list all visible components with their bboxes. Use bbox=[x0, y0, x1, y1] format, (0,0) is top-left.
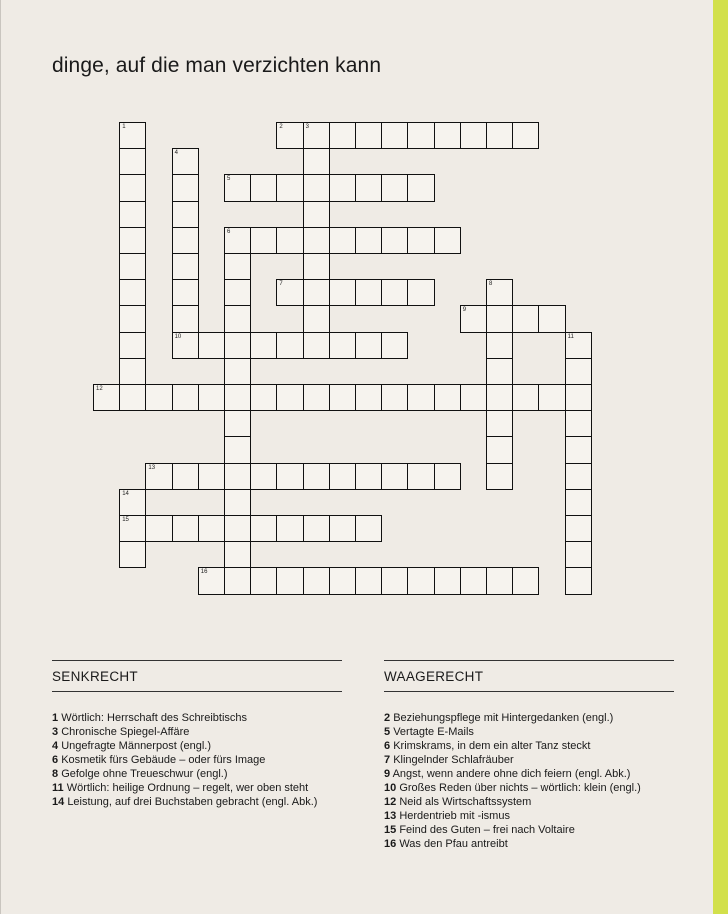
grid-cell[interactable] bbox=[565, 332, 592, 359]
clue-item-number: 4 bbox=[52, 740, 59, 752]
grid-cell[interactable] bbox=[303, 174, 330, 201]
grid-cell[interactable] bbox=[486, 410, 513, 437]
grid-cell[interactable] bbox=[172, 201, 199, 228]
grid-cell[interactable] bbox=[224, 384, 251, 411]
grid-cell[interactable] bbox=[224, 253, 251, 280]
across-clue-list bbox=[384, 711, 674, 851]
grid-cell[interactable] bbox=[172, 384, 199, 411]
clue-number: 10 bbox=[174, 333, 182, 340]
grid-cell[interactable] bbox=[381, 227, 408, 254]
grid-cell[interactable] bbox=[119, 358, 146, 385]
grid-cell[interactable] bbox=[565, 463, 592, 490]
grid-cell[interactable] bbox=[198, 567, 225, 594]
clue-item bbox=[384, 725, 674, 739]
grid-cell[interactable] bbox=[224, 279, 251, 306]
grid-cell[interactable] bbox=[355, 463, 382, 490]
clue-item bbox=[384, 809, 674, 823]
clue-item-text: Krimskrams, in dem ein alter Tanz steckt bbox=[393, 740, 591, 752]
grid-cell[interactable] bbox=[303, 567, 330, 594]
grid-cell[interactable] bbox=[303, 384, 330, 411]
grid-cell[interactable] bbox=[303, 227, 330, 254]
clue-number: 1 bbox=[122, 124, 126, 130]
grid-cell[interactable] bbox=[381, 567, 408, 594]
clue-item-text: Wörtlich: heilige Ordnung – regelt, wer oben steht bbox=[66, 782, 309, 794]
grid-cell[interactable] bbox=[512, 305, 539, 332]
grid-cell[interactable] bbox=[381, 279, 408, 306]
grid-cell[interactable] bbox=[486, 332, 513, 359]
grid-cell[interactable] bbox=[303, 148, 330, 175]
grid-cell[interactable] bbox=[512, 567, 539, 594]
grid-cell[interactable] bbox=[407, 174, 434, 201]
grid-cell[interactable] bbox=[565, 489, 592, 516]
grid-cell[interactable] bbox=[224, 305, 251, 332]
grid-cell[interactable] bbox=[224, 436, 251, 463]
grid-cell[interactable] bbox=[224, 489, 251, 516]
clue-item-number: 11 bbox=[52, 782, 64, 794]
grid-cell[interactable] bbox=[407, 279, 434, 306]
grid-cell[interactable] bbox=[407, 227, 434, 254]
clue-item-text: Beziehungspflege mit Hintergedanken (engl.) bbox=[393, 712, 614, 724]
grid-cell[interactable] bbox=[119, 541, 146, 568]
grid-cell[interactable] bbox=[119, 384, 146, 411]
grid-cell[interactable] bbox=[172, 305, 199, 332]
grid-cell[interactable] bbox=[329, 332, 356, 359]
clue-item-number: 13 bbox=[384, 810, 397, 822]
clue-item bbox=[384, 753, 674, 767]
grid-cell[interactable] bbox=[565, 384, 592, 411]
grid-cell[interactable] bbox=[172, 253, 199, 280]
grid-cell[interactable] bbox=[486, 463, 513, 490]
clue-number: 4 bbox=[174, 150, 178, 157]
across-heading: WAAGERECHT bbox=[384, 661, 674, 692]
clue-number: 14 bbox=[122, 490, 129, 497]
grid-cell[interactable] bbox=[250, 384, 277, 411]
grid-cell[interactable] bbox=[119, 305, 146, 332]
grid-cell[interactable] bbox=[224, 332, 251, 359]
clue-item bbox=[52, 753, 342, 767]
grid-cell[interactable] bbox=[460, 567, 487, 594]
clue-item-number: 6 bbox=[52, 754, 59, 766]
grid-cell[interactable] bbox=[486, 305, 513, 332]
grid-cell[interactable] bbox=[224, 463, 251, 490]
clue-item-text: Wörtlich: Herrschaft des Schreibtischs bbox=[61, 712, 248, 724]
grid-cell[interactable] bbox=[407, 463, 434, 490]
grid-cell[interactable] bbox=[145, 515, 172, 542]
grid-cell[interactable] bbox=[486, 567, 513, 594]
grid-cell[interactable] bbox=[329, 384, 356, 411]
grid-cell[interactable] bbox=[329, 567, 356, 594]
grid-cell[interactable] bbox=[303, 463, 330, 490]
grid-cell[interactable] bbox=[172, 515, 199, 542]
clue-number: 7 bbox=[279, 281, 283, 288]
grid-cell[interactable] bbox=[381, 384, 408, 411]
grid-cell[interactable] bbox=[93, 384, 120, 411]
clue-item bbox=[384, 739, 674, 753]
grid-cell[interactable] bbox=[565, 410, 592, 437]
grid-cell[interactable] bbox=[512, 122, 539, 149]
clue-item-number: 5 bbox=[384, 726, 391, 738]
grid-cell[interactable] bbox=[303, 279, 330, 306]
grid-cell[interactable] bbox=[145, 384, 172, 411]
clue-item-text: Was den Pfau antreibt bbox=[399, 838, 508, 850]
grid-cell[interactable] bbox=[276, 122, 303, 149]
grid-cell[interactable] bbox=[276, 515, 303, 542]
clue-item-text: Vertagte E-Mails bbox=[393, 726, 474, 738]
grid-cell[interactable] bbox=[119, 122, 146, 149]
grid-cell[interactable] bbox=[145, 463, 172, 490]
grid-cell[interactable] bbox=[434, 567, 461, 594]
grid-cell[interactable] bbox=[538, 384, 565, 411]
clue-item-number: 8 bbox=[52, 768, 59, 780]
grid-cell[interactable] bbox=[119, 148, 146, 175]
grid-cell[interactable] bbox=[434, 463, 461, 490]
grid-cell[interactable] bbox=[276, 384, 303, 411]
clue-number: 12 bbox=[96, 386, 103, 392]
grid-cell[interactable] bbox=[172, 174, 199, 201]
clue-number: 8 bbox=[489, 281, 493, 288]
clue-item-text: Ungefragte Männerpost (engl.) bbox=[61, 740, 211, 752]
grid-cell[interactable] bbox=[250, 332, 277, 359]
grid-cell[interactable] bbox=[276, 463, 303, 490]
clue-item bbox=[384, 781, 674, 795]
grid-cell[interactable] bbox=[355, 174, 382, 201]
grid-cell[interactable] bbox=[119, 227, 146, 254]
grid-cell[interactable] bbox=[119, 489, 146, 516]
clue-item bbox=[52, 795, 342, 809]
clue-item-text: Gefolge ohne Treueschwur (engl.) bbox=[61, 768, 228, 780]
grid-cell[interactable] bbox=[224, 174, 251, 201]
clue-item-number: 3 bbox=[52, 726, 59, 738]
grid-cell[interactable] bbox=[224, 541, 251, 568]
grid-cell[interactable] bbox=[355, 122, 382, 149]
grid-cell[interactable] bbox=[198, 515, 225, 542]
clue-number: 13 bbox=[148, 464, 156, 471]
clue-item bbox=[52, 711, 342, 725]
grid-cell[interactable] bbox=[486, 384, 513, 411]
clue-item-number: 2 bbox=[384, 712, 391, 724]
grid-cell[interactable] bbox=[460, 305, 487, 332]
grid-cell[interactable] bbox=[172, 332, 199, 359]
clue-item bbox=[52, 767, 342, 781]
clue-number: 5 bbox=[227, 176, 231, 183]
grid-cell[interactable] bbox=[329, 174, 356, 201]
clue-item bbox=[52, 739, 342, 753]
grid-cell[interactable] bbox=[119, 253, 146, 280]
grid-cell[interactable] bbox=[224, 358, 251, 385]
grid-cell[interactable] bbox=[303, 122, 330, 149]
clue-item-text: Klingelnder Schlafräuber bbox=[393, 754, 514, 766]
grid-cell[interactable] bbox=[198, 384, 225, 411]
grid-cell[interactable] bbox=[486, 279, 513, 306]
grid-cell[interactable] bbox=[381, 463, 408, 490]
down-clue-list bbox=[52, 711, 342, 809]
grid-cell[interactable] bbox=[381, 332, 408, 359]
grid-cell[interactable] bbox=[434, 384, 461, 411]
grid-cell[interactable] bbox=[565, 358, 592, 385]
grid-cell[interactable] bbox=[172, 279, 199, 306]
grid-cell[interactable] bbox=[407, 384, 434, 411]
clue-number: 3 bbox=[305, 124, 309, 130]
clue-item-text: Großes Reden über nichts – wörtlich: klein (engl.) bbox=[399, 782, 641, 794]
grid-cell[interactable] bbox=[407, 122, 434, 149]
grid-cell[interactable] bbox=[565, 515, 592, 542]
grid-cell[interactable] bbox=[250, 227, 277, 254]
grid-cell[interactable] bbox=[329, 279, 356, 306]
grid-cell[interactable] bbox=[119, 332, 146, 359]
grid-cell[interactable] bbox=[434, 227, 461, 254]
clue-number: 15 bbox=[122, 517, 129, 523]
grid-cell[interactable] bbox=[119, 515, 146, 542]
grid-cell[interactable] bbox=[381, 174, 408, 201]
clue-number: 2 bbox=[279, 124, 283, 130]
clue-item-number: 1 bbox=[52, 712, 59, 724]
grid-cell[interactable] bbox=[486, 358, 513, 385]
grid-cell[interactable] bbox=[303, 515, 330, 542]
grid-cell[interactable] bbox=[172, 148, 199, 175]
clue-item-number: 6 bbox=[384, 740, 391, 752]
clue-number: 16 bbox=[200, 569, 208, 576]
clue-number: 9 bbox=[462, 307, 467, 314]
clue-item-number: 7 bbox=[384, 754, 391, 766]
down-clues-section bbox=[52, 660, 342, 809]
grid-cell[interactable] bbox=[276, 332, 303, 359]
grid-cell[interactable] bbox=[224, 410, 251, 437]
clue-number: 6 bbox=[227, 228, 231, 235]
grid-cell[interactable] bbox=[434, 122, 461, 149]
grid-cell[interactable] bbox=[250, 515, 277, 542]
clue-item-number: 10 bbox=[384, 782, 397, 794]
grid-cell[interactable] bbox=[250, 463, 277, 490]
grid-cell[interactable] bbox=[329, 227, 356, 254]
grid-cell[interactable] bbox=[565, 436, 592, 463]
grid-cell[interactable] bbox=[460, 122, 487, 149]
grid-cell[interactable] bbox=[119, 201, 146, 228]
clue-item bbox=[384, 767, 674, 781]
puzzle-title: dinge, auf die man verzichten kann bbox=[52, 54, 382, 78]
clue-item-number: 12 bbox=[384, 796, 397, 808]
grid-cell[interactable] bbox=[303, 332, 330, 359]
grid-cell[interactable] bbox=[355, 279, 382, 306]
grid-cell[interactable] bbox=[355, 567, 382, 594]
grid-cell[interactable] bbox=[224, 515, 251, 542]
grid-cell[interactable] bbox=[276, 279, 303, 306]
grid-cell[interactable] bbox=[198, 463, 225, 490]
grid-cell[interactable] bbox=[538, 305, 565, 332]
grid-cell[interactable] bbox=[250, 567, 277, 594]
grid-cell[interactable] bbox=[224, 567, 251, 594]
grid-cell[interactable] bbox=[119, 279, 146, 306]
clue-item bbox=[384, 823, 674, 837]
grid-cell[interactable] bbox=[565, 541, 592, 568]
grid-cell[interactable] bbox=[355, 227, 382, 254]
grid-cell[interactable] bbox=[172, 227, 199, 254]
grid-cell[interactable] bbox=[172, 463, 199, 490]
clue-item-text: Angst, wenn andere ohne dich feiern (engl. Abk.) bbox=[392, 768, 631, 780]
clue-item-number: 14 bbox=[52, 796, 65, 808]
grid-cell[interactable] bbox=[250, 174, 277, 201]
grid-cell[interactable] bbox=[224, 227, 251, 254]
grid-cell[interactable] bbox=[303, 201, 330, 228]
clue-item-text: Neid als Wirtschaftssystem bbox=[399, 796, 532, 808]
clue-item-text: Chronische Spiegel-Affäre bbox=[61, 726, 190, 738]
grid-cell[interactable] bbox=[355, 384, 382, 411]
grid-cell[interactable] bbox=[512, 384, 539, 411]
clue-item bbox=[384, 711, 674, 725]
down-heading: SENKRECHT bbox=[52, 661, 342, 692]
clue-item bbox=[384, 837, 674, 851]
clue-item-text: Kosmetik fürs Gebäude – oder fürs Image bbox=[61, 754, 266, 766]
across-clues-section bbox=[384, 660, 674, 851]
grid-cell[interactable] bbox=[486, 436, 513, 463]
clue-item bbox=[384, 795, 674, 809]
clue-item-text: Herdentrieb mit -ismus bbox=[399, 810, 510, 822]
grid-cell[interactable] bbox=[407, 567, 434, 594]
grid-cell[interactable] bbox=[119, 174, 146, 201]
grid-cell[interactable] bbox=[329, 122, 356, 149]
grid-cell[interactable] bbox=[276, 174, 303, 201]
grid-cell[interactable] bbox=[381, 122, 408, 149]
clue-number: 11 bbox=[567, 333, 574, 340]
grid-cell[interactable] bbox=[565, 567, 592, 594]
clue-item-number: 9 bbox=[384, 768, 391, 780]
clue-item-text: Feind des Guten – frei nach Voltaire bbox=[399, 824, 575, 836]
grid-cell[interactable] bbox=[276, 567, 303, 594]
grid-cell[interactable] bbox=[329, 515, 356, 542]
grid-cell[interactable] bbox=[303, 253, 330, 280]
grid-cell[interactable] bbox=[460, 384, 487, 411]
clue-item-text: Leistung, auf drei Buchstaben gebracht (engl. Abk.) bbox=[67, 796, 318, 808]
clue-item bbox=[52, 781, 342, 795]
clue-item-number: 15 bbox=[384, 824, 397, 836]
grid-cell[interactable] bbox=[303, 305, 330, 332]
grid-cell[interactable] bbox=[355, 332, 382, 359]
grid-cell[interactable] bbox=[198, 332, 225, 359]
grid-cell[interactable] bbox=[486, 122, 513, 149]
clue-item-number: 16 bbox=[384, 838, 397, 850]
grid-cell[interactable] bbox=[329, 463, 356, 490]
clue-item bbox=[52, 725, 342, 739]
grid-cell[interactable] bbox=[355, 515, 382, 542]
grid-cell[interactable] bbox=[276, 227, 303, 254]
